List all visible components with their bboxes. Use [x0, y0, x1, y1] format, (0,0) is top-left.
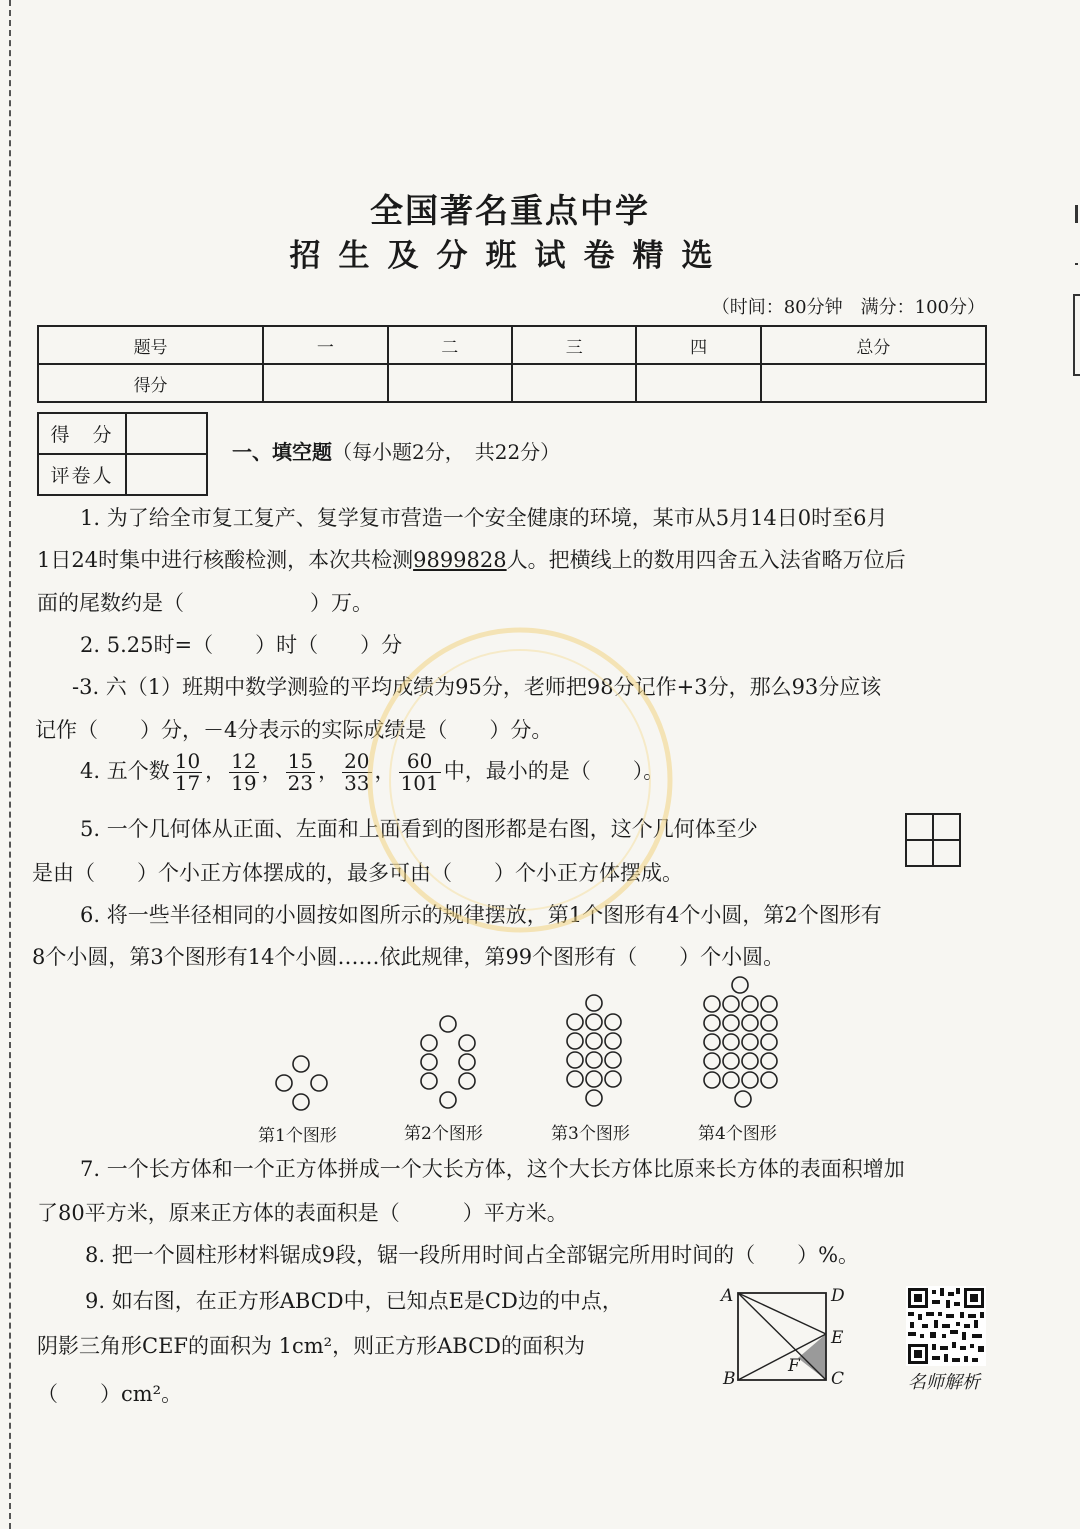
score-table: [37, 325, 987, 403]
q1-text-b: 人。把横线上的数用四舍五入法省略万位后: [506, 548, 906, 572]
score-cell[interactable]: [512, 364, 636, 402]
point-label-f: F: [788, 1356, 800, 1376]
q8-line: 8. 把一个圆柱形材料锯成9段，锯一段所用时间占全部锯完所用时间的（ ）%。: [85, 1243, 860, 1267]
q6-line1: 6. 将一些半径相同的小圆按如图所示的规律摆放，第1个图形有4个小圆，第2个图形有: [80, 903, 882, 927]
point-label-d: D: [831, 1286, 845, 1306]
q1-line1: 1. 为了给全市复工复产、复学复市营造一个安全健康的环境，某市从5月14日0时至6月: [80, 506, 888, 530]
score-cell[interactable]: [388, 364, 512, 402]
q3-line1: -3. 六（1）班期中数学测验的平均成绩为95分，老师把98分记作+3分，那么93分应该: [72, 675, 882, 699]
q9-square-figure: [718, 1282, 858, 1392]
section-heading: [232, 436, 560, 465]
q6-line2: 8个小圆，第3个图形有14个小圆……依此规律，第99个图形有（ ）个小圆。: [32, 945, 785, 969]
exam-title-line2: 招生及分班试卷精选: [289, 238, 731, 274]
fraction-denominator: 101: [400, 771, 439, 795]
score-cell[interactable]: [761, 364, 986, 402]
score-header-cell: 三: [512, 326, 636, 364]
grader-name-label: 评卷人: [38, 454, 126, 495]
q7-line2: 了80平方米，原来正方体的表面积是（ ）平方米。: [37, 1201, 568, 1225]
exam-title-line1: 全国著名重点中学: [370, 191, 650, 230]
q5-line1: 5. 一个几何体从正面、左面和上面看到的图形都是右图，这个几何体至少: [80, 817, 758, 841]
score-header-cell: 一: [263, 326, 387, 364]
q4-prefix: 4. 五个数: [80, 759, 170, 783]
score-header-cell: 题号: [38, 326, 263, 364]
fraction-denominator: 17: [174, 771, 201, 795]
fraction-numerator: 10: [174, 749, 201, 773]
q9-line3: （ ）cm²。: [37, 1382, 183, 1406]
q4-suffix: 中，最小的是（ ）。: [443, 759, 665, 783]
grader-name-cell[interactable]: [126, 454, 207, 495]
q4-separator: ，: [205, 759, 227, 783]
q1-line3: 面的尾数约是（ ）万。: [37, 591, 373, 615]
score-cell[interactable]: [636, 364, 760, 402]
grader-score-cell[interactable]: [126, 413, 207, 454]
point-label-e: E: [831, 1328, 844, 1348]
grader-score-label: 得 分: [38, 413, 126, 454]
fraction-numerator: 12: [231, 749, 257, 773]
fraction-numerator: 60: [399, 751, 441, 773]
q6-figure-label: 第3个图形: [551, 1124, 630, 1144]
fraction-denominator: 23: [287, 771, 314, 795]
fraction-denominator: 33: [344, 771, 370, 795]
page-edge-marks: [1066, 195, 1080, 395]
q5-line2: 是由（ ）个小正方体摆成的，最多可由（ ）个小正方体摆成。: [32, 861, 683, 885]
q4-separator: ，: [318, 759, 340, 783]
q9-line1: 9. 如右图，在正方形ABCD中，已知点E是CD边的中点，: [85, 1289, 623, 1313]
section-note: （每小题2分， 共22分）: [332, 440, 561, 464]
q3-line2: 记作（ ）分，－4分表示的实际成绩是（ ）分。: [35, 718, 553, 742]
point-label-c: C: [831, 1369, 845, 1389]
q4-separator: ，: [261, 759, 283, 783]
score-table-score-row: [38, 364, 986, 402]
watermark-stamp: [355, 615, 685, 945]
fraction-numerator: 15: [287, 749, 314, 773]
q4-fraction: [173, 751, 202, 794]
q6-figure-label: 第1个图形: [258, 1126, 337, 1146]
q9-line2: 阴影三角形CEF的面积为 1cm²，则正方形ABCD的面积为: [37, 1334, 585, 1358]
q6-circle-pattern: [260, 975, 800, 1115]
score-header-cell: 四: [636, 326, 760, 364]
exam-time-info: （时间：80分钟 满分：100分）: [711, 297, 985, 318]
q1-underlined-number: 9899828: [413, 548, 507, 572]
point-label-b: B: [723, 1369, 736, 1389]
score-table-header-row: [38, 326, 986, 364]
qr-code[interactable]: [906, 1286, 986, 1366]
qr-caption: 名师解析: [908, 1372, 980, 1393]
q1-line2: [37, 544, 906, 574]
fraction-denominator: 19: [231, 771, 257, 795]
q6-figure-label: 第2个图形: [404, 1124, 483, 1144]
q4-fraction: [286, 751, 315, 794]
score-header-cell: 二: [388, 326, 512, 364]
q4-separator: ，: [374, 759, 396, 783]
score-header-cell: 总分: [761, 326, 986, 364]
score-row-label: 得分: [38, 364, 263, 402]
score-cell[interactable]: [263, 364, 387, 402]
q4-fraction: [229, 751, 258, 794]
q1-text-a: 1日24时集中进行核酸检测，本次共检测: [37, 548, 414, 572]
q7-line1: 7. 一个长方体和一个正方体拼成一个大长方体，这个大长方体比原来长方体的表面积增加: [80, 1157, 905, 1181]
section-title: 一、填空题: [232, 440, 332, 464]
point-label-a: A: [721, 1286, 734, 1306]
fraction-numerator: 20: [344, 749, 370, 773]
q5-view-figure: [904, 812, 962, 868]
grader-box: [37, 412, 208, 496]
q6-figure-label: 第4个图形: [698, 1124, 777, 1144]
q2-line: 2. 5.25时=（ ）时（ ）分: [80, 633, 403, 657]
